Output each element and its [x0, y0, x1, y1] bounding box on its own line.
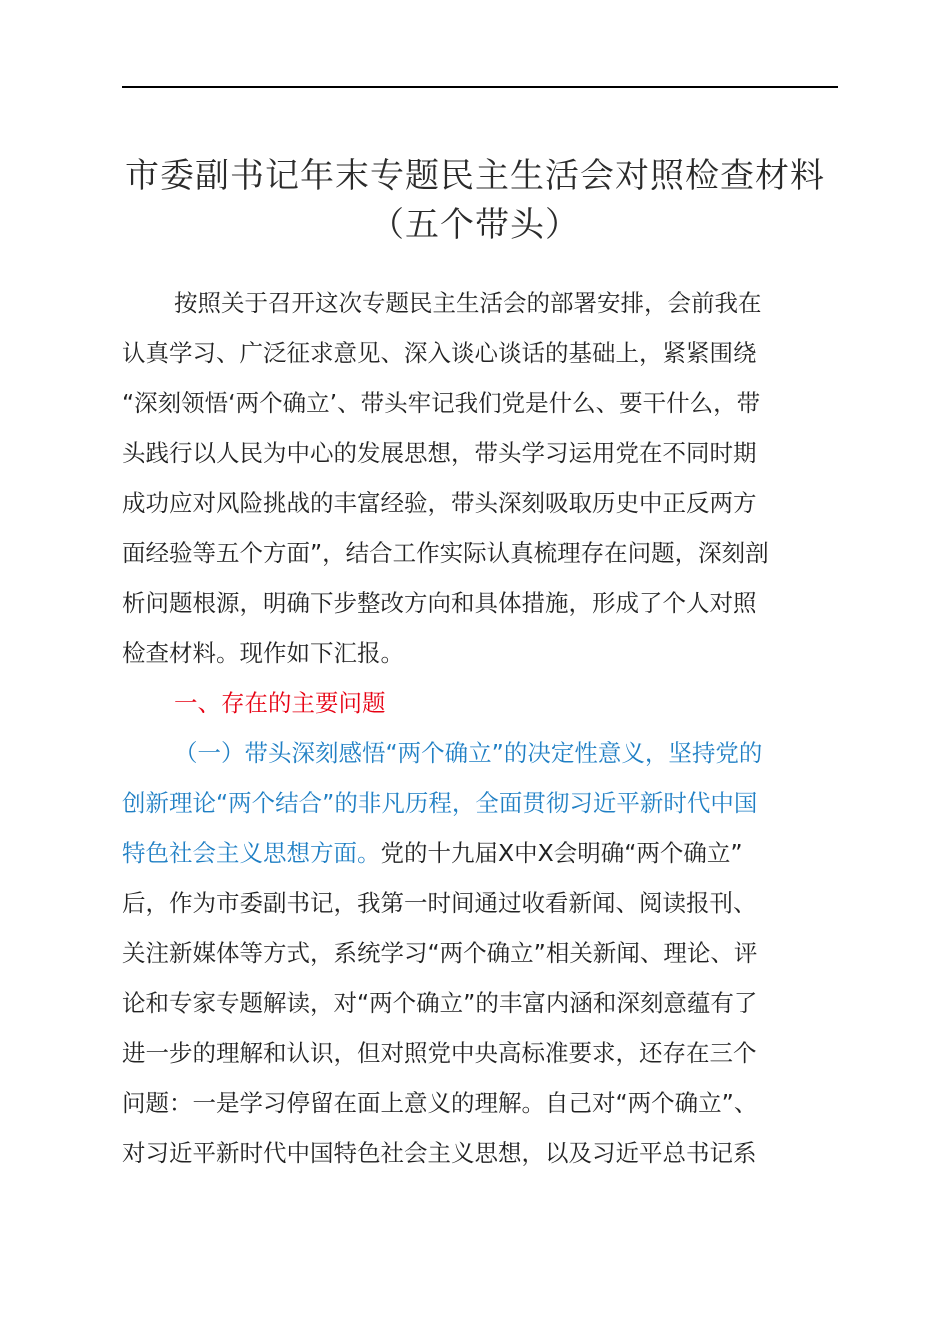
- paragraph-line: 对习近平新时代中国特色社会主义思想，以及习近平总书记系: [122, 1139, 757, 1167]
- subsection-heading: （一）带头深刻感悟“两个确立”的决定性意义，坚持党的: [174, 739, 763, 767]
- paragraph-line: “深刻领悟‘两个确立’、带头牢记我们党是什么、要干什么，带: [122, 389, 761, 417]
- document-body: [122, 278, 838, 1178]
- paragraph-line: 成功应对风险挑战的丰富经验，带头深刻吸取历史中正反两方: [122, 489, 757, 517]
- paragraph-line: 后，作为市委副书记，我第一时间通过收看新闻、阅读报刊、: [122, 889, 757, 917]
- document-title: 市委副书记年末专题民主生活会对照检查材料: [125, 156, 825, 196]
- subsection-heading: 创新理论“两个结合”的非凡历程，全面贯彻习近平新时代中国: [122, 789, 758, 817]
- header-rule: [122, 86, 838, 88]
- paragraph-line: 进一步的理解和认识，但对照党中央高标准要求，还存在三个: [122, 1039, 757, 1067]
- paragraph-text: 党的十九届X中X会明确“两个确立”: [380, 839, 743, 867]
- paragraph-line: 析问题根源，明确下步整改方向和具体措施，形成了个人对照: [122, 589, 757, 617]
- document-subtitle: （五个带头）: [370, 205, 580, 245]
- paragraph-line: 检查材料。现作如下汇报。: [122, 639, 404, 667]
- paragraph-line: 面经验等五个方面”，结合工作实际认真梳理存在问题，深刻剖: [122, 539, 769, 567]
- paragraph-line: 关注新媒体等方式，系统学习“两个确立”相关新闻、理论、评: [122, 939, 758, 967]
- paragraph-line: [122, 828, 838, 878]
- paragraph-line: 头践行以人民为中心的发展思想，带头学习运用党在不同时期: [122, 439, 757, 467]
- paragraph-line: 问题：一是学习停留在面上意义的理解。自己对“两个确立”、: [122, 1089, 758, 1117]
- paragraph-line: 按照关于召开这次专题民主生活会的部署安排，会前我在: [174, 289, 762, 317]
- subsection-heading-end: 特色社会主义思想方面。: [122, 839, 381, 867]
- paragraph-line: 论和专家专题解读，对“两个确立”的丰富内涵和深刻意蕴有了: [122, 989, 758, 1017]
- section-heading: 一、存在的主要问题: [174, 689, 386, 717]
- paragraph-line: 认真学习、广泛征求意见、深入谈心谈话的基础上，紧紧围绕: [122, 339, 757, 367]
